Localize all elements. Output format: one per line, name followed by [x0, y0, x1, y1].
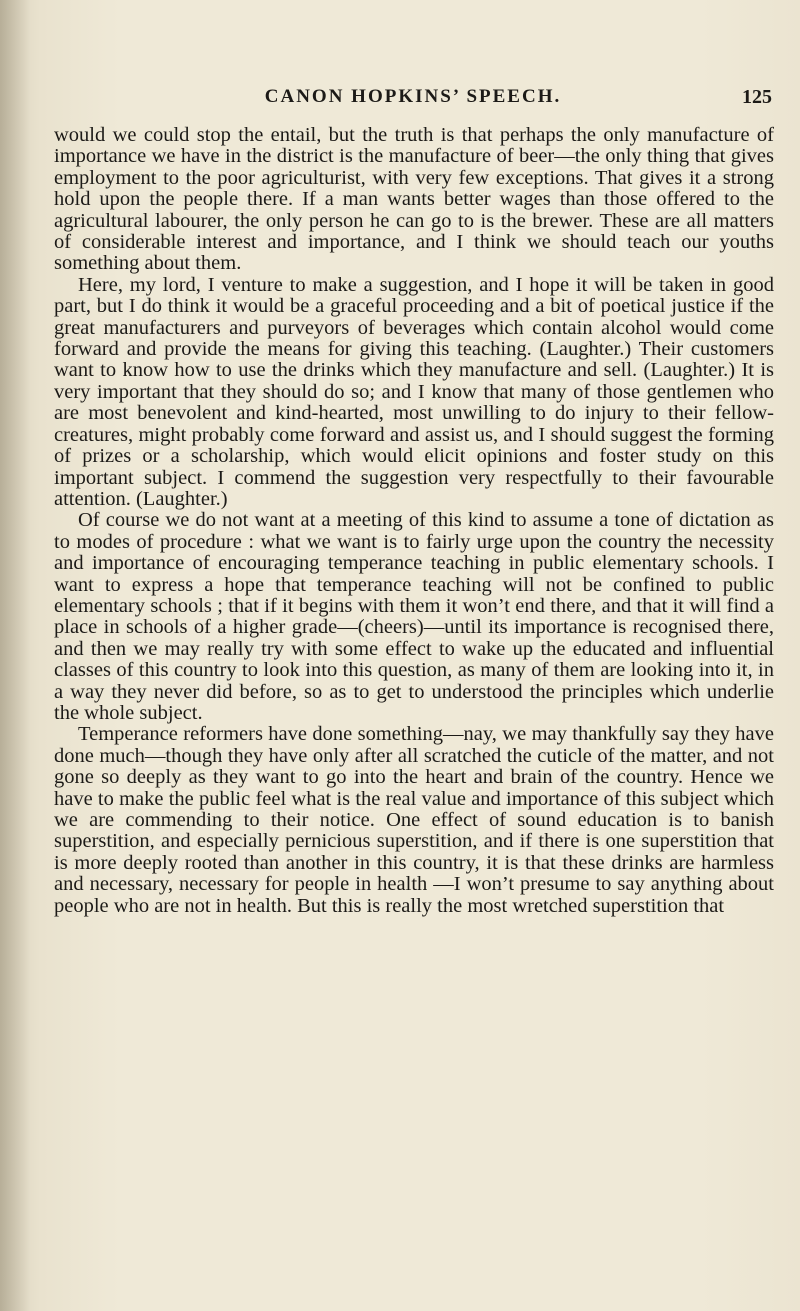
body-text: [54, 125, 774, 917]
paragraph-3: Of course we do not want at a meeting of this kind to assume a tone of dictation as to modes of procedure : what we want is to fairly urge upon the country the necessity and importance of encouraging temperance teaching in public elementary schools. I want to express a hope that temperance teaching will not be confined to public elementary schools ; that if it begins with them it won’t end there, and that it will find a place in schools of a higher grade—(cheers)—until its importance is recognised there, and then we may really try with some effect to wake up the educated and influential classes of this country to look into this question, as many of them are looking into it, in a way they never did before, so as to get to understood the principles which underlie the whole subject.: [54, 509, 774, 724]
paragraph-2: Here, my lord, I venture to make a suggestion, and I hope it will be taken in good part, but I do think it would be a graceful proceeding and a bit of poetical justice if the great manufacturers and purveyors of beverages which contain alcohol would come forward and provide the means for giving this teaching. (Laughter.) Their customers want to know how to use the drinks which they manufacture and sell. (Laughter.) It is very important that they should do so; and I know that many of those gentlemen who are most benevolent and kind-hearted, most unwilling to do injury to their fellow-creatures, might probably come forward and assist us, and I should suggest the forming of prizes or a scholarship, which would elicit opinions and foster study on this important subject. I commend the suggestion very respectfully to their favourable attention. (Laughter.): [54, 273, 774, 510]
paragraph-1: would we could stop the entail, but the truth is that perhaps the only manufacture of importance we have in the district is the manufacture of beer—the only thing that gives employment to the poor agriculturist, with very few exceptions. That gives it a strong hold upon the people there. If a man wants better wages than those offered to the agricultural labourer, the only person he can go to is the brewer. These are all matters of considerable interest and importance, and I think we should teach our youths something about them.: [54, 124, 774, 275]
running-title: CANON HOPKINS’ SPEECH.: [264, 86, 562, 107]
paragraph-4: Temperance reformers have done something—nay, we may thankfully say they have done much—though they have only after all scratched the cuticle of the matter, and not gone so deeply as they want to go into the heart and brain of the country. Hence we have to make the public feel what is the real value and importance of this subject which we are commending to their notice. One effect of sound education is to banish superstition, and especially pernicious superstition, and if there is one superstition that is more deeply rooted than another in this country, it is that these drinks are harmless and necessary, necessary for people in health —I won’t presume to say anything about people who are not in health. But this is really the most wretched superstition that: [54, 723, 774, 917]
page-number: 125: [742, 86, 772, 108]
binding-shadow: [0, 0, 30, 1311]
running-head: [54, 86, 772, 116]
